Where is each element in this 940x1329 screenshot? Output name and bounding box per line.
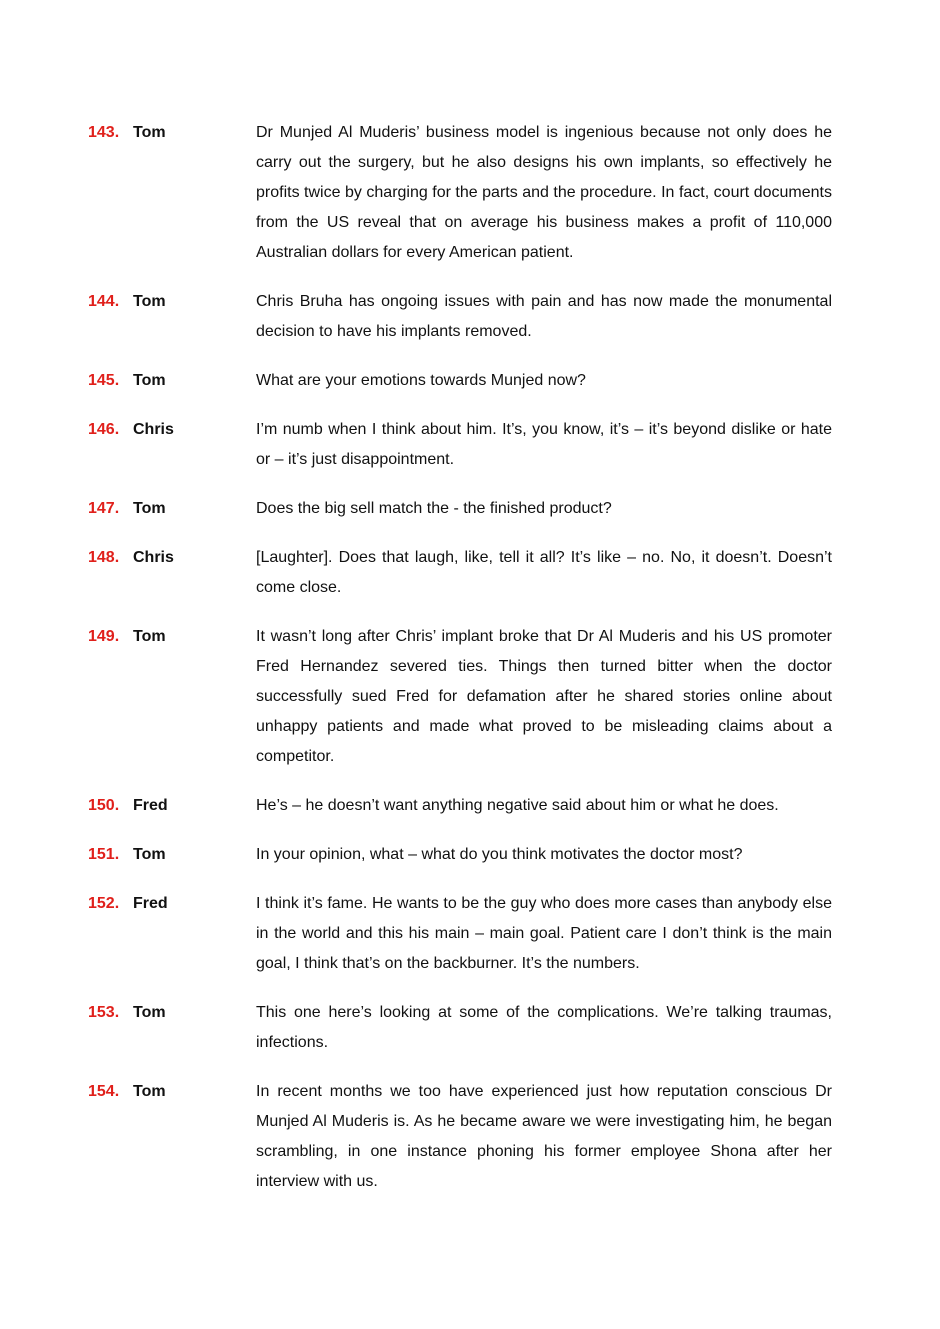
entry-number: 153. xyxy=(88,1004,120,1021)
entry-text: Does the big sell match the - the finished product? xyxy=(256,500,612,517)
entry-text: In your opinion, what – what do you think motivates the doctor most? xyxy=(256,846,743,863)
entry-number: 150. xyxy=(88,797,120,814)
entry-speaker: Fred xyxy=(133,797,168,814)
entry-text: It wasn’t long after Chris’ implant broke that Dr Al Muderis and his US promoter Fred Hernandez severed ties. Things then turned bitter when the doctor successfully sued Fred for defamation after he shared stories online about unhappy patients and made what proved to be misleading claims about a competitor. xyxy=(256,628,832,765)
entry-text: In recent months we too have experienced just how reputation conscious Dr Munjed Al Muderis is. As he became aware we were investigating him, he began scrambling, in one instance phoning his former employee Shona after her interview with us. xyxy=(256,1083,832,1190)
entry-text: [Laughter]. Does that laugh, like, tell it all? It’s like – no. No, it doesn’t. Doesn’t come close. xyxy=(256,549,832,596)
entry-number: 154. xyxy=(88,1083,120,1100)
entry-text: He’s – he doesn’t want anything negative said about him or what he does. xyxy=(256,797,779,814)
entry-speaker: Tom xyxy=(133,1004,166,1021)
entry-speaker: Tom xyxy=(133,1083,166,1100)
entry-number: 148. xyxy=(88,549,120,566)
transcript-entry xyxy=(88,118,838,268)
entry-speaker: Fred xyxy=(133,895,168,912)
transcript-entry xyxy=(88,415,838,475)
entry-speaker: Tom xyxy=(133,846,166,863)
entry-number: 149. xyxy=(88,628,120,645)
transcript-entry xyxy=(88,287,838,347)
entry-speaker: Tom xyxy=(133,628,166,645)
transcript-entry xyxy=(88,840,838,870)
transcript-entry xyxy=(88,622,838,772)
transcript-entry xyxy=(88,543,838,603)
entry-speaker: Chris xyxy=(133,549,174,566)
transcript-entries xyxy=(88,118,838,1216)
entry-speaker: Tom xyxy=(133,293,166,310)
entry-text: Dr Munjed Al Muderis’ business model is ingenious because not only does he carry out the surgery, but he also designs his own implants, so effectively he profits twice by charging for the parts and the procedure. In fact, court documents from the US reveal that on average his business makes a profit of 110,000 Australian dollars for every American patient. xyxy=(256,124,832,261)
entry-speaker: Tom xyxy=(133,500,166,517)
entry-text: I’m numb when I think about him. It’s, you know, it’s – it’s beyond dislike or hate or – it’s just disappointment. xyxy=(256,421,832,468)
entry-number: 143. xyxy=(88,124,120,141)
entry-text: What are your emotions towards Munjed now? xyxy=(256,372,586,389)
entry-number: 144. xyxy=(88,293,120,310)
entry-number: 147. xyxy=(88,500,120,517)
entry-speaker: Chris xyxy=(133,421,174,438)
transcript-entry xyxy=(88,494,838,524)
entry-text: I think it’s fame. He wants to be the guy who does more cases than anybody else in the world and this his main – main goal. Patient care I don’t think is the main goal, I think that’s on the backburner. It’s the numbers. xyxy=(256,895,832,972)
entry-number: 145. xyxy=(88,372,120,389)
transcript-entry xyxy=(88,1077,838,1197)
entry-number: 151. xyxy=(88,846,120,863)
transcript-entry xyxy=(88,791,838,821)
transcript-entry xyxy=(88,998,838,1058)
entry-speaker: Tom xyxy=(133,372,166,389)
entry-text: This one here’s looking at some of the complications. We’re talking traumas, infections. xyxy=(256,1004,832,1051)
entry-speaker: Tom xyxy=(133,124,166,141)
entry-text: Chris Bruha has ongoing issues with pain and has now made the monumental decision to have his implants removed. xyxy=(256,293,832,340)
entry-number: 152. xyxy=(88,895,120,912)
entry-number: 146. xyxy=(88,421,120,438)
transcript-entry xyxy=(88,889,838,979)
transcript-entry xyxy=(88,366,838,396)
